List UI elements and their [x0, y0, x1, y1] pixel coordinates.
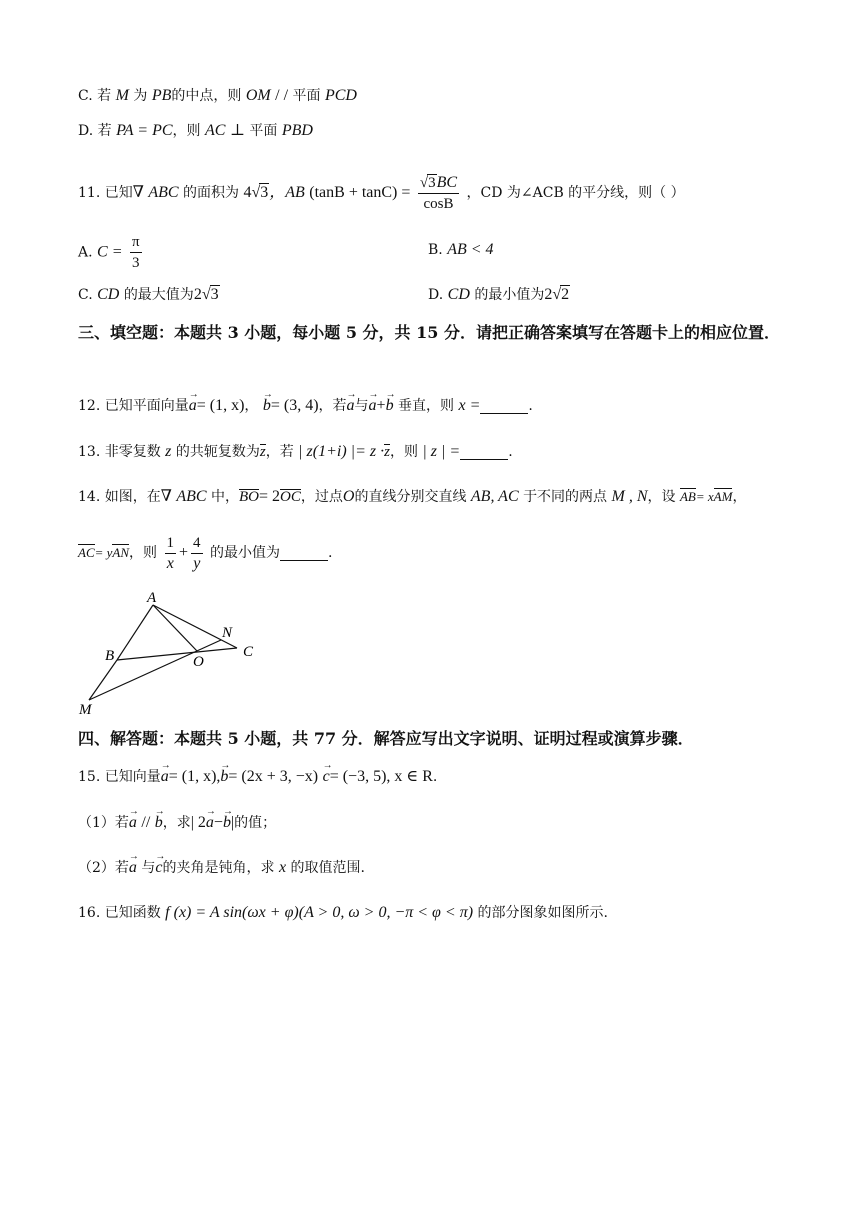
q15-part1: （1）若→ a // → b，求| 2→ a−→ b|的值；: [78, 812, 276, 834]
q11-option-b: B. AB < 4: [428, 241, 494, 258]
triangle-figure: [75, 588, 275, 718]
q16-stem: 16. 已知函数 f (x) = A sin(ωx + φ)(A > 0, ω > 0, −π < φ < π) 的部分图象如图所示.: [78, 904, 608, 921]
q10-option-c: C. 若 M 为 PB的中点，则 OM / / 平面 PCD: [78, 87, 357, 104]
section4-heading: 四、解答题：本题共 5 小题，共 77 分．解答应写出文字说明、证明过程或演算步骤．: [78, 729, 694, 748]
label-A: A: [147, 590, 157, 606]
q11-stem: 11. 已知∇ ABC 的面积为 4√3，AB (tanB + tanC) = $\frac{√3BC}{\cos B}$ ，CD 为∠ACB 的平分线，则（ ）: [78, 173, 685, 212]
label-C: C: [243, 644, 254, 660]
q15-part2: （2）若→ a 与→ c的夹角是钝角，求 x 的取值范围.: [78, 857, 365, 879]
label-M: M: [79, 702, 92, 718]
q14-answer-blank[interactable]: [280, 546, 328, 561]
q10-option-d: D. 若 PA = PC，则 AC ⊥ 平面 PBD: [78, 122, 313, 139]
label-N: N: [222, 625, 233, 641]
section3-heading: 三、填空题：本题共 3 小题，每小题 5 分，共 15 分．请把正确答案填写在答题卡上的相应位置．: [78, 323, 780, 342]
q13: 13. 非零复数 z 的共轭复数为z，若 | z(1+i) |= z ·z，则 | z | = .: [78, 443, 513, 460]
q12-answer-blank[interactable]: [480, 399, 528, 414]
segment-AB: [117, 605, 153, 660]
label-B: B: [105, 648, 115, 664]
q14-line2: AC= yAN，则 $\frac{1}{x}$ + $\frac{4}{y}$ 的最小值为 .: [78, 534, 333, 572]
q11-option-c: C. CD 的最大值为2√3: [78, 286, 219, 303]
segment-BC: [117, 648, 237, 660]
q12: 12. 已知平面向量→ a= (1, x)， → b= (3, 4)，若→ a与→ a+→ b 垂直，则 x = .: [78, 395, 533, 417]
q11-option-d: D. CD 的最小值为2√2: [428, 286, 570, 303]
segment-AO: [153, 605, 197, 651]
q11-option-a: A. C = $\frac{\pi}{3}$: [78, 234, 140, 271]
q15-stem: 15. 已知向量→ a= (1, x),→ b= (2x + 3, −x) → c= (−3, 5), x ∈ R.: [78, 766, 437, 788]
q13-answer-blank[interactable]: [460, 445, 508, 460]
q14-line1: 14. 如图，在∇ ABC 中，BO= 2OC，过点O的直线分别交直线 AB, AC 于不同的两点 M , N，设 AB= xAM，: [78, 488, 747, 505]
q11-fraction: $\frac{√3BC}{\cos B}$: [419, 173, 458, 212]
label-O: O: [193, 654, 204, 670]
